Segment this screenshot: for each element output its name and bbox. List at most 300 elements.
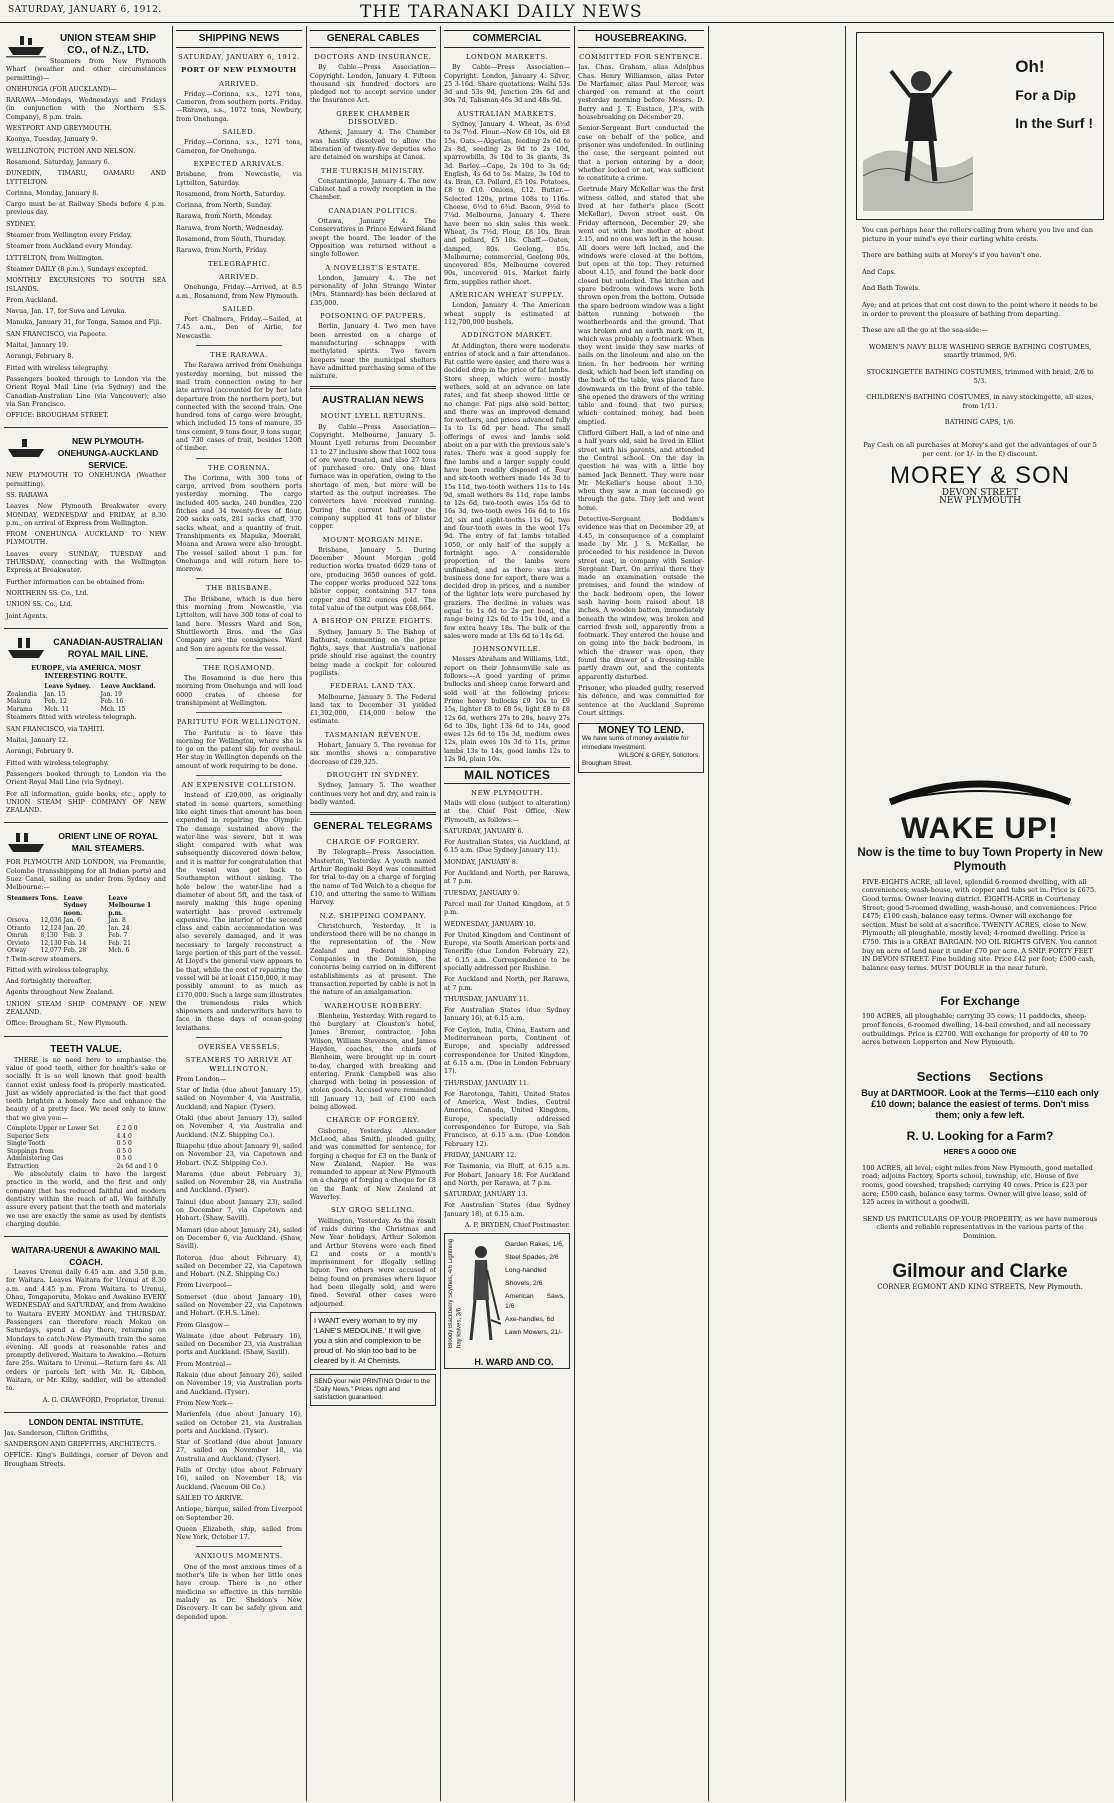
commercial-heading: COMMERCIAL [444,30,570,48]
table-cell: Superior Sets [7,1132,49,1140]
steamers-heading: STEAMERS TO ARRIVE AT WELLINGTON. [185,1056,293,1073]
steamer-item: Tainui (due about January 23), sailed on December 7, via Capetown and Hobart. (Shaw, Savill). [176,1197,302,1223]
union-line: DUNEDIN, TIMARU, OAMARU AND LYTTELTON. [6,169,166,186]
brisbane-text: The Brisbane, which is due here this morning from Newcastle, via Lyttelton, will have 300 tons of coal to land here. Messrs Ward and Son, Shuttleworth Bros. and the Gas Company are the consignees. Ward and Son are agents for the vessel. [176,594,302,653]
brisbane-heading: THE BRISBANE. [206,584,272,593]
shipping-news-heading: SHIPPING NEWS [176,30,302,48]
dental-lines [4,1429,168,1468]
article-text: Brisbane, January 5. During December Mount Morgan gold reduction works treated 6629 tons of ore, producing 3650 ounces of gold. The copper works produced 522 tons blister copper, containing 517 tons copper and 6382 ounces gold. The total value of the output was £68,664. [310,545,436,612]
surf-illustration [856,32,1104,220]
money-title: MONEY TO LEND. [598,725,684,737]
table-header: Leave Auckland. [100,683,156,691]
arrived-text: Friday.—Corinna, s.s., 1271 tons, Cameron, from southern ports. Friday.—Rarawa, s.s., 1072 tons, Newbury, from Onehunga. [176,89,302,123]
medoline-ad [310,1312,436,1370]
farm-block [848,1158,1112,1255]
orient-line: FOR PLYMOUTH AND LONDON, via Fremantle, Colombo (transshipping for all Indian ports) and Suez Canal, sailing as under from Sydney and Melbourne:— [6,858,166,892]
onehunga-line: FROM ONEHUNGA AUCKLAND TO NEW PLYMOUTH. [6,530,166,547]
mail-item: THURSDAY, JANUARY 11. [444,1078,529,1087]
dental-title: LONDON DENTAL INSTITUTE. [28,1417,144,1427]
steamer-item: From Montreal— [176,1359,232,1368]
morey-ad-body [848,220,1112,512]
table-cell: 4 4 0 [116,1132,132,1140]
medoline-text: I WANT every woman to try my 'LANE'S MEDOLINE.' It will give you a skin and complexion to be proud of. No skin too bad to be cleared by it. At Chemists. [314,1315,422,1365]
article-text: Ottawa, January 4. The Conservatives in Prince Edward Island swept the board. The leader of the Opposition was returned without a single follower. [310,217,436,259]
table-row [6,917,166,925]
tele-sailed-text: Port Chalmers, Friday.—Sailed, at 7.45 a.m., Den of Airlie, for Newcastle. [176,315,302,340]
steamer-item: Queen Elizabeth, ship, sailed from New York, October 17. [176,1524,302,1542]
article-text: London, January 4. The net personality of John Strange Winter (Mrs. Stannard) has been declared at £35,000. [310,273,436,307]
onehunga-title: NEW PLYMOUTH-ONEHUNGA-AUCKLAND SERVICE. [57,436,159,471]
mail-item: For Australian States (due Sydney January 16), at 6.15 a.m. [444,1006,570,1023]
canadian-line: For all information, guide books, etc., apply to UNION STEAM SHIP COMPANY OF NEW ZEALAND. [6,789,166,815]
steamer-item: Rotorua (due about February 4), sailed on December 22, via Capetown and Hobart. (N.Z. Shipping Co.) [176,1253,302,1279]
rarawa-text: The Rarawa arrived from Onehunga yesterday morning, but missed the mail train connection owing to her late arrival (accounted for by her late departure from the northern port), but connected with the second train. One hundred tons of cargo were brought, which included 15 tons of manure, 35 tons cement, 9 tons flour, 9 tons sugar, and 730 cases of fruit, besides 120ft of timber. [176,361,302,453]
masthead [0,0,1114,23]
ward-garden-ad [444,1233,570,1369]
table-cell: 0 5 0 [116,1155,132,1163]
dental-architects-ad [4,1417,168,1468]
morey-item: STOCKINGETTE BATHING COSTUMES, trimmed with braid, 2/6 to 5/3. [866,367,1094,385]
union-line: Passengers booked through to London via the Orient Royal Mail Line (via Sydney) and the Canadian-Australian Line (via Vancouver); also via San Francisco. [6,374,166,408]
housebreaking-paragraph: Gertrude Mary McKellar was the first witness called, and stated that she lived at her father's place (Scott McKellar), Devon street east. On Friday afternoon, December 29, she went out with her mother at about 2.15, and no one was left in the house. All doors were left locked, and the windows were closed at the bottom, but open at the top. They returned about 4.15, and found the back door closed but unlocked. The kitchen and spare bedroom windows were both thrown open from the bottom. Outside the spare bedroom window was a light batten running between the weatherboards and the ground. That was broken and an earth mark on it, which was probably a footmark. When they went inside they saw marks of nails on the linoleum and also on the linen. In her bedroom her writing desk, which had been left standing on the back of the table, was placed face downwards on the front of the table. She opened the drawers of the writing table and found that two purses, which contained money, had been emptied. [578,185,704,426]
mail-item: For Australian States, via Auckland, at 6.15 a.m. (Due Sydney January 11). [444,838,570,855]
steamer-item: Antiope, barque, sailed from Liverpool on September 20. [176,1505,302,1522]
table-cell: Extraction [7,1162,39,1170]
money-sub: We have sums of money available for immediate investment. [582,735,689,751]
article-text: Sydney, January 5. The Bishop of Bathurst, commenting on the prize fights, says that Australia's national pride should rise against the country being made a cockpit for coloured pugilists. [310,627,436,677]
table-cell: Mch. 11 [44,705,70,713]
expected-item: Rosamond, from South, Thursday. [176,235,286,244]
port-heading: PORT OF NEW PLYMOUTH [181,66,297,75]
table-cell: Otranto [7,924,31,932]
table-cell: Marama [7,705,33,713]
table-cell: Jan. 6 [63,917,81,925]
arrived-heading: ARRIVED. [219,79,259,88]
mail-sign: A. P. BRYDEN, Chief Postmaster. [464,1221,570,1229]
gilmour-address: CORNER EGMONT AND KING STREETS, New Plymouth. [877,1282,1083,1291]
alarm-clock-icon [880,772,1080,812]
column-rule [172,26,173,1801]
column-rule [708,26,709,1801]
union-line: Steamer from Auckland every Monday. [6,242,133,251]
article-heading: FEDERAL LAND TAX. [329,682,417,691]
union-title: UNION STEAM SHIP CO., of N.Z., LTD. [59,33,157,56]
article-heading: CHARGE OF FORGERY. [326,1116,420,1125]
ward-item: Steel Spades, 2/6 [505,1254,559,1262]
union-line: Steamer from Wellington every Friday. [6,231,132,240]
table-cell: Otway [7,947,27,955]
onehunga-line: NEW PLYMOUTH TO ONEHUNGA (Weather permitting). [6,471,166,488]
union-line: Koonya, Tuesday, January 9. [6,135,98,144]
steamer-item: From Liverpool— [176,1281,233,1290]
oversea-heading: OVERSEA VESSELS. [198,1042,280,1051]
table-cell: Mch. 6 [108,947,130,955]
morey-item: CHILDREN'S BATHING COSTUMES, in navy stockingette, all sizes, from 1/11. [866,393,1094,410]
article-text: Constantinople, January 4. The new Cabinet had a rowdy reception in the Chamber. [310,176,436,202]
housebreaking-text [578,63,704,717]
union-line: MONTHLY EXCURSIONS TO SOUTH SEA ISLANDS. [6,276,166,293]
column-rule [845,26,846,1801]
morey-p7: Pay Cash on all purchases at Morey's and get the advantages of our 5 per cent. (or 1/- in the £) discount. [863,440,1097,458]
steamer-item: Star of India (due about January 15), sailed on November 4, via Australia, Auckland, and Napier. (Tyser). [176,1086,302,1111]
table-row [6,940,166,948]
table-row [6,925,166,933]
ward-item: Lawn Mowers, 21/- [505,1329,563,1337]
sailed-text: Friday.—Corinna, s.s., 1271 tons, Cameron, for Onehunga. [176,138,302,155]
onehunga-line: Leaves New Plymouth Breakwater every MONDAY, WEDNESDAY and FRIDAY, at 8.30 p.m., on arrival of Express from Wellington. [6,502,166,527]
tele-sailed-heading: SAILED. [222,304,256,313]
table-cell: Zealandia [7,690,37,698]
canadian-line: SAN FRANCISCO, via TAHITI. [6,724,105,733]
table-row [6,1133,166,1141]
table-cell: Single Tooth [7,1140,46,1148]
table-cell: Feb. 3 [63,932,83,940]
gilmour-clarke-name: Gilmour and Clarke [892,1260,1068,1282]
canadian-sailing-table [6,683,166,713]
table-cell: Omrah [7,932,28,940]
mail-item: MONDAY, JANUARY 8. [444,857,518,866]
article-heading: A NOVELIST'S ESTATE. [325,263,421,272]
article-heading: TASMANIAN REVENUE. [324,730,422,739]
table-header: Leave Sydney noon. [63,894,88,917]
article-heading: A BISHOP ON PRIZE FIGHTS. [312,617,434,626]
printing-text: SEND your next PRINTING Order to the "Daily News." Prices right and satisfaction guaranteed. [314,1377,430,1401]
morey-p4: And Bath Towels. [862,284,921,293]
table-row [6,691,166,699]
morey-p1: You can perhaps hear the rollers calling from where you live and can picture in your mind's eye their curling white crests. [862,226,1094,243]
union-steamship-ad [4,30,168,428]
mail-item: For Auckland and North, per Rarawa, at 7 p.m. [444,975,570,992]
waitara-title: WAITARA-URENUI & AWAKINO MAIL COACH. [11,1245,161,1268]
oh-text: Oh! [1015,57,1045,76]
union-line: Rosamond, Saturday, January 6. [6,157,110,166]
mail-item: Mails will close (subject to alteration) at the Chief Post Office, New Plymouth, as follows:— [444,798,570,824]
expected-item: Corinna, from North, Sunday. [176,201,272,210]
union-line: Steamers from New Plymouth Wharf (weather and other circumstances permitting)— [6,57,166,82]
australian-markets-text: Sydney, January 4. Wheat, 3s 6½d to 3s 7½d. Flour.—New £8 10s, old £8 15s. Oats.—Algerian, feeding 2s 6d to 2s 8d, seeding 2s 9d to 2s 10d, sparrowbills, 3s 10d to 3s giants, 3s 3d. Barley.—Cape, 2s 10d to 3s 6d; English, 4s 6d to 5s. Maize, 3s 10d to 4s. Bran, £3. Pollard, £5 10s. Potatoes, £8 to £10. Onions, £12. Butter.—Selected 120s, prime 108s to 116s. Cheese, 6½d to 6¾d. Bacon, 9½d to 7¼d. Melbourne, January 4. There have been no skin sales this week. Wheat, 3s 7½d. Flour, £8 10s. Bran and pollard, £5 10s. Chaff.—Oaten, damped, 80s. Geelong, 85s. Melbourne; commercial, Geelong 90s, uncovered 85s, Melbourne covered 90s, uncovered 91s. Market fairly firm, supplies rather short. [444,120,570,286]
steamer-item: Otaki (due about January 13), sailed on November 4, via Australia and Auckland. (N.Z. Shipping Co.). [176,1114,302,1139]
tele-arrived-heading: ARRIVED. [219,272,259,281]
article-text: By Cable—Press Association—Copyright. Melbourne, January 5. Mount Lyell returns from December 11 to 27 inclusive show that 1602 tons of ore were treated, and also 27 tons of purchased ore. Only one blast furnace was in operation, owing to the shortage of men, but more will be started as the output increases. The converters have received running. During the current half-year the company supplied 41 tons of blister copper. [310,422,436,531]
sections-sub: Buy at DARTMOOR. Look at the Terms—£110 each only £10 down; balance the easiest of terms. Don't miss them; only a few left. [861,1087,1099,1120]
steamer-item: Somerset (due about January 10), sailed on November 22, via Capetown and Hobart. (F.H.S. Line). [176,1292,302,1318]
steamer-item: Mamari (due about January 24), sailed on December 6, via Auckland. (Shaw, Savill). [176,1225,302,1251]
onehunga-service-ad [4,432,168,628]
tele-arrived-text: Onehunga, Friday.—Arrived, at 8.5 a.m., Rosamond, from New Plymouth. [176,283,302,300]
onehunga-line: Leaves every SUNDAY, TUESDAY and THURSDAY, connecting with the Wellington Express at Breakwater. [6,549,166,575]
table-row [6,1155,166,1163]
expected-item: Rosamond, from North, Saturday. [176,189,286,198]
rarawa-heading: THE RARAWA. [210,351,268,360]
expected-list [176,170,302,254]
teeth-price-table [6,1125,166,1170]
canadian-australian-ad [4,633,168,824]
article-heading: GREEK CHAMBER DISSOLVED. [336,109,410,127]
table-cell: Feb. 28 [63,947,87,955]
steamer-item: From New York— [176,1398,234,1407]
steamer-item: Marama (due about February 3), sailed on November 28, via Australia and Auckland. (Tyser). [176,1169,302,1195]
mail-item: TUESDAY, JANUARY 9. [444,888,520,897]
telegrams-list [310,838,436,1308]
wheat-text: London, January 4. The American wheat supply is estimated at 112,700,000 bushels. [444,301,570,326]
steamer-item: SAILED TO ARRIVE. [176,1493,244,1502]
masthead-date: SATURDAY, JANUARY 6, 1912. [8,5,162,15]
article-text: By Cable—Press Association—Copyright. London, January 4. Fifteen thousand six hundred doctors are pledged not to accept service under the Insurance Act. [310,63,436,105]
union-line: Maitai, January 19. [6,341,69,350]
table-cell: 0 5 0 [116,1147,132,1155]
article-text: Wellington, Yesterday. As the result of raids during the Christmas and New Year holidays, Arthur Solomon and Arthur Stevens were each fined £2 and costs or a month's imprisonment for illegally selling liquor. Two others were accused of being found on premises where liquor had been illegally sold, and were fined. Several other cases were adjourned. [310,1216,436,1308]
masthead-title: THE TARANAKI DAILY NEWS [360,2,643,22]
table-cell: Jan. 19 [100,690,122,698]
dental-line: OFFICE: King's Buildings, corner of Devon and Brougham Streets. [4,1451,168,1468]
wake-up-headline: WAKE UP! [901,811,1059,845]
column-cables [310,30,436,1800]
housebreaking-paragraph: Jas. Chas. Graham, alias Adolphus Chas. Henry Williamson, alias Peter De Marfamer, alias Paul Mercer, was charged on remand at the court yesterday morning before Messrs. D. Berry and J. T. Eustace, J.P.'s, with housebreaking on December 29. [578,63,704,122]
ward-item: Axe-handles, 6d [505,1316,555,1324]
money-sign: WILSON & GREY, Solicitors. [618,752,700,760]
collision-heading: AN EXPENSIVE COLLISION. [181,781,297,790]
article-text: Melbourne, January 5. The Federal land tax to December 31 yielded £1,392,000, £14,000 below the estimate. [310,692,436,726]
wake-up-sub: Now is the time to buy Town Property in New Plymouth [857,846,1103,873]
table-cell: 12,036 [40,917,62,925]
article-text: Hobart, January 5. The revenue for six months shows a comparative decrease of £29,325. [310,741,436,766]
advertisement-column [848,26,1112,1801]
orient-line: † Twin-screw steamers. [6,954,82,963]
gardener-icon [461,1240,501,1350]
housebreaking-paragraph: Senior-Sergeant Burt conducted the case on behalf of the police, and prisoner was undefended. In outlining the case, the sergeant pointed out that a person entering by a door, whether locked or not, was sufficient to constitute a crime. [578,124,704,183]
exchange-heading: For Exchange [940,994,1020,1009]
morey-p3: And Caps. [862,267,897,276]
morey-name: MOREY & SON [890,462,1070,490]
johnsonville-heading: JOHNSONVILLE. [473,645,541,654]
orient-lines [6,858,166,891]
orient-line: Office: Brougham St., New Plymouth. [6,1019,128,1028]
steamer-item: Marienfels (due about January 16), sailed on October 21, via Australian ports and Auckland. (Tyser). [176,1410,302,1435]
union-line: SYDNEY. [6,219,36,228]
farm-heading: R. U. Looking for a Farm? [906,1128,1054,1143]
paritutu-heading: PARITUTU FOR WELLINGTON. [176,718,302,727]
table-cell: Feb. 7 [108,932,128,940]
steamship-icon [6,33,46,59]
table-header: Leave Sydney. [44,683,91,691]
orient-lines2 [6,955,166,1028]
table-header [6,683,43,691]
column-commercial [444,30,570,1800]
table-cell: 8,130 [40,932,58,940]
teeth-text: THERE is no need here to emphasise the value of good teeth, either for health's sake or socially. It is so well known that good health cannot exist unless food is properly masticated. Just as widely appreciated is the fact that good teeth brighten a homely face and enhance the beauty of a pretty face. We need only to know that we give you:— [6,1055,166,1122]
table-header: Tons. [40,894,59,902]
canadian-sub: EUROPE, via AMERICA. MOST INTERESTING ROUTE. [31,663,141,681]
waitara-text: Leaves Urenui daily 6.45 a.m. and 3.50 p.m. for Waitara. Leaves Waitara for Urenui at 8.30 a.m. and 4.45 p.m. From Waitara to Urenui, Ohau, Tongaporutu, Mokau and Awakino EVERY WEDNESDAY and SATURDAY, and from Awakino to Waitara EVERY MONDAY and THURSDAY. Passengers can therefore reach Mokau on Saturdays, spend a day there, returning on Mondays to catch New Plymouth train the same evening. All goods at reasonable rates and promptly delivered. Waitara to Awakino.—Return fare 25s. Waitara to Urenui.—Return fare 4s. All orders or parcels left with Mr. R. Gibbon, Waitara, or Mr. Kilby, saddler, will be attended to. [6,1268,166,1393]
table-cell: Mch. 15 [100,705,126,713]
article-text: Athens, January 4. The Chamber was hastily dissolved to allow the liberation of twenty-five deputies who are detained on warships at Canea. [310,128,436,162]
steamship-icon [6,830,46,856]
morey-items [862,343,1098,427]
steamer-item: Star of Scotland (due about January 27, sailed on November 18, via Australia and Auckland. (Tyser). [176,1438,302,1463]
farm-text: 100 ACRES, all level; eight miles from New Plymouth, good metalled road; adjoins Factory, Sports school, township, etc. House of five rooms, good cowshed, trapshed; carrying 40 cows. Price is £23 per acre; £500 cash, balance easy terms. Owner will give lease, sold of 125 acres in without a goodwill. [862,1163,1093,1207]
canadian-lines [6,713,166,814]
mail-item: For Auckland and North, per Rarawa, at 7 p.m. [444,869,570,886]
steamer-item: Waimate (due about February 16), sailed on December 23, via Australian ports and Auckland. (Shaw, Savill). [176,1331,302,1357]
morey-item: WOMEN'S NAVY BLUE WASHING SERGE BATHING COSTUMES, smartly trimmed, 9/6. [868,342,1092,360]
table-cell: Jan. 24 [108,924,130,932]
article-heading: MOUNT MORGAN MINE. [322,535,424,544]
wake-text: FIVE-EIGHTS ACRE, all level, splendid 6-roomed dwelling, with all conveniences; wash-house, with copper and tubs set in. Price is £675. Good terms. Owner leaving district. EIGHTH-ACRE in Courtenay Street; good 5-roomed dwelling, wash-house, and conveniences. Price £475; £100 cash, balance easy terms. Owner will exchange for section. Must be sold at a sacrifice. TWENTY ACRES, close to New Plymouth; all ploughable, mostly level; 4-roomed dwelling. Price is £750. This is a GREAT BARGAIN. NO OIL RIGHTS GIVEN. You cannot buy an acre of land near it under £70 per acre. A SNIP. FORTY FEET IN DEVON STREET. Fine building site. Price £42 per foot; £500 cash, balance easy terms. MUST DOUBLE in the near future. [862,877,1097,972]
steamer-item: Ruapehu (due about January 9), sailed on November 23, via Capetown and Hobart. (N.Z. Shipping Co.). [176,1141,302,1167]
article-heading: SLY GROG SELLING. [331,1206,415,1215]
addington-text: At Addington, there were moderate entries of stock and a fair attendance. Fat cattle were easier, and there was a decided drop in the price of fat lambs. Store sheep, which were mostly wethers, sold at an advance on late rates, and fat sheep showed little or no change. Fat pigs also sold better, and there was an improved demand for wethers, and prices advanced fully 1s to 1s 6d per head. The small offerings of ewes and lambs sold about on a par with the previous sale's rates. There was a good supply for fine lambs and a larger supply could have been readily disposed of. Four and six-tooth wethers made 14s 3d to 15s 11d, two-tooth wethers 11s to 14s 9d, small wethers 8s 11d, rape lambs to 12s 6d, two-tooth ewes 15s 6d to 16s 3d, two-tooth ewes 16s 6d to 16s 2d, six and eight-tooths 11s 6d, two and four-tooth ewes in the wool 17s 9d. The entry of fat lambs totalled 1050, or only half of the supply a fortnight ago. A considerable proportion of the lambs were unfinished, and as there was little business done for export, there was a decided drop in prices, and a number of the lighter lots were purchased by graziers. The decline in values was equal to 1s 6d to 2s per head, the range being 12s 6d to 15s 10d, and a few extra heavy 18s. The bulk of the sales were made at 13s 6d to 14s 6d. [444,341,570,640]
table-cell: 12,130 [40,939,62,947]
union-line: Corinna, Monday, January 8. [6,188,99,197]
dip-text-1: For a Dip [1015,87,1076,103]
table-row [6,932,166,940]
ward-sign: H. WARD AND CO. [474,1357,554,1367]
australian-news-list [310,412,436,806]
table-cell: Orsova [7,917,29,925]
orient-line-ad [4,827,168,1036]
table-cell: Jan. 8 [108,917,126,925]
teeth-text2: We absolutely claim to have the largest practice in the world, and the first and only company that has reduced faithful and modern dentistry within the reach of all. We faithfully assure every patient that the teeth and materials we use are exactly the same as used by dentists charging double. [6,1170,166,1228]
canadian-line: Passengers booked through to London via the Orient Royal Mail Line (via Sydney). [6,769,166,787]
cables-heading: GENERAL CABLES [310,30,436,48]
dental-line: SANDERSON AND GRIFFITHS, ARCHITECTS. [4,1440,157,1449]
ward-item: Long-handled [505,1267,547,1275]
orient-title: ORIENT LINE OF ROYAL MAIL STEAMERS. [58,831,158,854]
article-heading: CHARGE OF FORGERY. [326,838,420,847]
mail-notices-heading: MAIL NOTICES [444,767,570,783]
union-line: RARAWA—Mondays, Wednesdays and Fridays (in conjunction with the Northern S.S. Company), 8 p.m. train. [6,96,166,121]
onehunga-line: Joint Agents. [6,611,48,620]
orient-line: UNION STEAM SHIP COMPANY OF NEW ZEALAND. [6,999,166,1017]
onehunga-line: Further information can be obtained from: [6,577,145,586]
farm-sub: HERE'S A GOOD ONE [943,1148,1017,1156]
union-lines [6,57,166,419]
union-line: OFFICE: BROUGHAM STREET. [6,411,109,420]
table-cell: 0 5 0 [116,1140,132,1148]
morey-addr2: NEW PLYMOUTH [939,496,1021,507]
australian-news-heading: AUSTRALIAN NEWS [321,395,425,407]
expected-heading: EXPECTED ARRIVALS. [193,159,285,168]
housebreaking-heading: HOUSEBREAKING. [578,30,704,48]
union-line: Steamer DAILY (8 p.m.), Sundays excepted. [6,264,148,273]
column-rule [440,26,441,1801]
steamer-item: Rakaia (due about January 26), sailed on November 19, via Australian ports and Auckland. (Tyser). [176,1371,302,1396]
table-row [6,1125,166,1133]
anxious-text: One of the most anxious times of a mother's life is when her little ones have croup. There is no other medicine so effective in this terrible malady as Dr. Sheldon's New Discovery. It can be safely given and depended upon. [176,1562,302,1621]
exchange-block [848,1012,1112,1060]
bather-icon [863,41,973,211]
article-text: Gisborne, Yesterday. Alexander McLeod, alias Smith, pleaded guilty, and was committed for sentence, for forging a cheque for £3 on the Bank of New Zealand, Napier. He was remanded to appear at New Plymouth on a charge of forging a cheque for £8 on the Bank of New Zealand at Waverley. [310,1126,436,1202]
expected-item: Rarawa, from North, Wednesday. [176,223,284,232]
mail-item: For Tasmania, via Bluff, at 6.15 a.m. For Hobart, January 18. For Auckland and North, per Rarawa, at 7 p.m. [444,1162,570,1187]
morey-p6: These are all the go at the sea-side:— [862,326,988,335]
table-cell: Administering Gas [7,1155,64,1163]
mail-item: For Ceylon, India, China, Eastern and Mediterranean ports, Continent of Europe, and specially addressed correspondence for United Kingdom, at 6.15 a.m. (Due in London February 17). [444,1025,570,1076]
table-cell: Feb. 21 [108,939,131,947]
housebreaking-paragraph: Prisoner, who pleaded guilty, reserved his defence, and was committed for sentence at the Auckland Supreme Court sittings. [578,683,704,717]
article-heading: POISONING OF PAUPERS. [319,312,427,321]
cables-list [310,53,436,380]
morey-item: BATHING CAPS, 1/6. [944,418,1016,427]
onehunga-line: UNION SS. Co., Ltd. [6,600,73,609]
expected-item: Rarawa, from North, Monday. [176,212,273,221]
article-text: Christchurch, Yesterday. It is understood there will be no change in the representation of the New Zealand and Federal Shipping Companies in the Dominion, the concerns being carried on in different establishments as at present. The transaction reported by cable is not in the nature of an amalgamation. [310,921,436,997]
article-text: Sydney, January 5. The weather continues very hot and dry, and rain is badly wanted. [310,781,436,806]
steamer-item: Falls of Orchy (due about February 16), sailed on November 18, via Auckland. (Vacuum Oil Co.) [176,1466,302,1491]
mail-item: For United Kingdom and Continent of Europe, via South American ports and Teneriffe (due London February 22), at 6.15 a.m. Correspondence to be specially addressed per Rushine. [444,930,570,972]
dip-text-2: In the Surf ! [1015,115,1093,131]
steamship-icon [6,636,46,662]
table-cell: 2s 6d and 1 0 [116,1162,158,1170]
ward-item: Garden Rakes, 1/6, [505,1241,564,1249]
wheat-heading: AMERICAN WHEAT SUPPLY. [449,291,565,300]
table-row [6,698,166,706]
table-cell: 12,077 [40,947,62,955]
canadian-title: CANADIAN-AUSTRALIAN ROYAL MAIL LINE. [53,636,163,659]
canadian-line: Steamers fitted with wireless telegraph. [6,713,137,722]
addington-heading: ADDINGTON MARKET. [461,331,553,340]
table-cell: Feb. 12 [44,698,67,706]
mail-item: SATURDAY, JANUARY 6. [444,826,524,835]
shipping-date: SATURDAY, JANUARY 6, 1912. [178,53,300,61]
union-line: Manuka, January 31, for Tonga, Samoa and Fiji. [6,318,162,327]
table-cell: Complete Upper or Lower Set [7,1125,99,1133]
australian-markets-heading: AUSTRALIAN MARKETS. [457,109,557,118]
dental-line: Jas. Sanderson, Clifton Griffiths, [4,1428,109,1437]
union-line: WELLINGTON, PICTON AND NELSON. [6,146,136,155]
union-line: Aorangi, February 8. [6,352,74,361]
morey-addr1: DEVON STREET [941,487,1019,498]
orient-sailing-table [6,895,166,955]
table-header: Leave Melbourne 1 p.m. [108,894,152,917]
steamship-icon [6,435,46,461]
printing-ad [310,1374,436,1406]
mail-item: FRIDAY, JANUARY 12. [444,1150,517,1159]
article-text: Berlin, January 4. Two men have been arrested on a charge of manufacturing schnapps with methylated spirits. Two tavern keepers near the municipal shelters have admitted purchasing some of the mixture. [310,322,436,381]
mail-item: For Rarotonga, Tahiti, United States of America, West Indies, Central America, Canada, United Kingdom, Europe, specially addressed correspondence for Europe, via San Francisco, at 6.15 a.m. (Due London February 12). [444,1089,570,1148]
committed-heading: COMMITTED FOR SENTENCE. [579,53,703,61]
dip-headline [1015,53,1093,137]
london-markets-heading: LONDON MARKETS. [465,53,549,61]
telegraphic-heading: TELEGRAPHIC. [208,259,270,268]
article-heading: WAREHOUSE ROBBERY. [324,1001,422,1010]
london-markets-text: By Cable—Press Association—Copyright. London, January 4. Silver, 25 3-16d. Share quotations: Waihi 53s 3d and 53s 9d, Junction 29s 6d and 30s 7d, Talisman 46s 3d and 48s 9d. [444,63,570,105]
orient-line: And fortnightly thereafter. [6,977,92,986]
expected-item: Brisbane, from Newcastle, via Lyttelton, Saturday. [176,170,302,187]
waitara-coach-ad [4,1241,168,1413]
table-row [6,947,166,955]
mail-item: THURSDAY, JANUARY 11. [444,994,529,1003]
table-row [6,1163,166,1171]
housebreaking-paragraph: Clifford Gilbert Hall, a lad of nine and a half years old, said he lived in Elliot street with his parents, and attended the Central school. On the day in question he was with a little boy named Jack Bennett. They were near Mr. McKellar's house about 3.30, when they saw a man (accused) go through the gate. They left and went home. [578,429,704,512]
article-heading: MOUNT LYELL RETURNS. [320,412,426,421]
column-rule [574,26,575,1801]
ward-item: Shovels, 2/6 [505,1280,543,1288]
onehunga-line: NORTHERN SS. Co., Ltd. [6,588,89,597]
money-to-lend-ad [578,723,704,772]
rosamond-text: The Rosamond is due here this morning from Onehunga and will load 6000 crates of cheese for transhipment at Wellington. [176,674,302,707]
table-cell: Stoppings from [7,1147,54,1155]
table-cell: Jan. 15 [44,690,66,698]
steamer-item: From Glasgow— [176,1320,230,1329]
table-cell: Jan. 20 [63,924,85,932]
article-heading: N.Z. SHIPPING COMPANY. [319,911,427,920]
mail-item: SATURDAY, JANUARY 13. [444,1190,528,1199]
canadian-line: Fitted with wireless telegraphy. [6,758,109,767]
anxious-heading: ANXIOUS MOMENTS. [195,1552,283,1561]
paritutu-text: The Paritutu is to leave this morning for Wellington, where she is to go on the patent slip for overhaul. Her stay in Wellington depends on the amount of work requiring to be done. [176,728,302,770]
onehunga-line: SS. RARAWA [6,490,48,499]
